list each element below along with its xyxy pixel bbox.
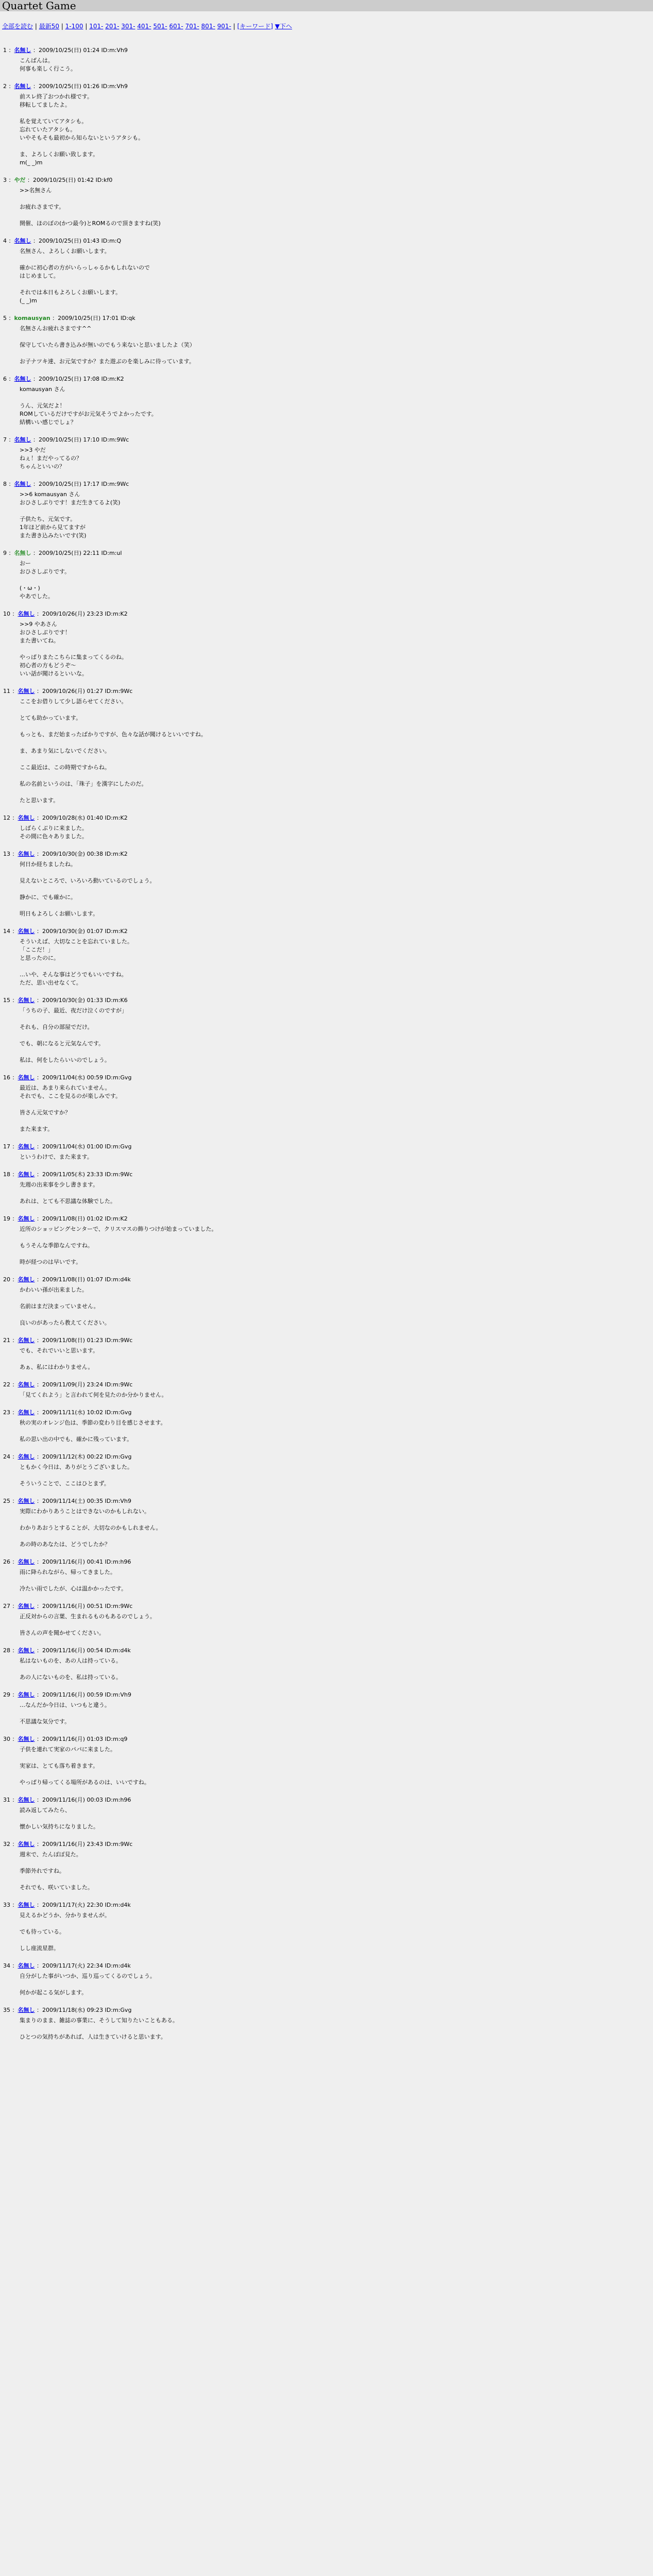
post-header — [3, 1840, 653, 1849]
nav-read-all[interactable]: 全部を読む — [2, 23, 33, 30]
post-date: 2009/11/17(火) 22:34 ID:m:d4k — [42, 1962, 131, 1969]
post — [3, 1497, 653, 1549]
post-author[interactable]: 名無し — [18, 815, 35, 821]
post-date: 2009/11/09(月) 23:24 ID:m:9Wc — [42, 1381, 133, 1388]
nav-1-100[interactable]: 1-100 — [65, 23, 83, 30]
post-body: 近所のショッピングセンターで、クリスマスの飾りつけが始まっていました。 もうそんな季節なんですね。 時が経つのは早いです。 — [20, 1226, 217, 1265]
post-separator: ： — [35, 1453, 42, 1460]
nav-latest-50[interactable]: 最新50 — [39, 23, 59, 30]
post — [3, 1602, 653, 1637]
post-author[interactable]: 名無し — [18, 611, 35, 617]
post-date: 2009/11/08(日) 01:07 ID:m:d4k — [42, 1276, 131, 1283]
post — [3, 1074, 653, 1133]
post-number[interactable]: 11 — [3, 688, 10, 694]
post-separator: ： — [10, 928, 18, 935]
post-date: 2009/10/26(月) 01:27 ID:m:9Wc — [42, 688, 133, 694]
post-separator: ： — [10, 1736, 18, 1742]
post-author[interactable]: 名無し — [18, 1841, 35, 1848]
post-separator: ： — [10, 611, 18, 617]
post-author[interactable]: 名無し — [18, 1736, 35, 1742]
post-header — [3, 1497, 653, 1505]
post — [3, 1171, 653, 1206]
post-separator: ： — [7, 83, 14, 90]
post-author[interactable]: 名無し — [18, 1603, 35, 1609]
post-author[interactable]: 名無し — [14, 47, 31, 54]
post-body: 自分がした事がいつか、巡り巡ってくるのでしょう。 何かが起こる気がします。 — [20, 1973, 156, 1996]
post-author: 名無し — [14, 550, 31, 556]
post-separator: ： — [35, 1962, 42, 1969]
post — [3, 850, 653, 918]
post-author[interactable]: 名無し — [18, 1962, 35, 1969]
post — [3, 480, 653, 540]
post-number[interactable]: 34 — [3, 1962, 10, 1969]
post-author: やだ — [14, 177, 26, 183]
nav-range-301[interactable]: 301- — [121, 23, 135, 30]
post-date: 2009/10/25(日) 01:42 ID:kf0 — [33, 177, 113, 183]
post-number[interactable]: 1 — [3, 47, 7, 54]
post-separator: ： — [31, 238, 39, 244]
post-number[interactable]: 28 — [3, 1647, 10, 1654]
post-header — [3, 2006, 653, 2014]
post — [3, 1796, 653, 1831]
post — [3, 1962, 653, 1997]
nav-bottom[interactable]: ▼下へ — [274, 23, 293, 30]
post-separator: ： — [10, 1276, 18, 1283]
nav-range-801[interactable]: 801- — [201, 23, 215, 30]
post-header — [3, 375, 653, 383]
post-date: 2009/11/04(水) 01:00 ID:m:Gvg — [42, 1143, 132, 1150]
post-number[interactable]: 21 — [3, 1337, 10, 1344]
post-body: 名無さんお疲れさまです^^ 保守していたら書き込みが無いのでもう来ないと思いましたよ（笑） お子ナツキ達、お元気ですか？また遊ぶのを楽しみに待っています。 — [20, 325, 195, 365]
post-number[interactable]: 2 — [3, 83, 7, 90]
post-date: 2009/11/17(火) 22:30 ID:m:d4k — [42, 1902, 131, 1908]
post — [3, 1647, 653, 1682]
post-date: 2009/11/16(月) 00:51 ID:m:9Wc — [42, 1603, 133, 1609]
post-separator: ： — [35, 851, 42, 857]
post — [3, 1691, 653, 1726]
post-date: 2009/11/16(月) 01:03 ID:m:q9 — [42, 1736, 128, 1742]
post-date: 2009/10/25(日) 17:10 ID:m:9Wc — [39, 436, 129, 443]
post-number[interactable]: 24 — [3, 1453, 10, 1460]
post-list — [0, 46, 653, 2050]
post — [3, 1276, 653, 1327]
post-date: 2009/11/05(木) 23:33 ID:m:9Wc — [42, 1171, 133, 1178]
post-separator: ： — [31, 481, 39, 487]
post-header — [3, 1171, 653, 1179]
post-body: かわいい孫が出来ました。 名前はまだ決まっていません。 良いのがあったら教えてください。 — [20, 1286, 110, 1326]
post-author[interactable]: 名無し — [14, 238, 31, 244]
post — [3, 46, 653, 73]
post-date: 2009/10/25(日) 17:08 ID:m:K2 — [39, 376, 124, 382]
post-number[interactable]: 20 — [3, 1276, 10, 1283]
post-body: …なんだか今日は、いつもと違う。 不思議な気分です。 — [20, 1702, 110, 1725]
post-header — [3, 314, 653, 323]
post-date: 2009/10/25(日) 01:43 ID:m:Q — [39, 238, 122, 244]
post-separator: ： — [7, 376, 14, 382]
post-header — [3, 1602, 653, 1611]
post — [3, 1215, 653, 1266]
post-number[interactable]: 13 — [3, 851, 10, 857]
post-body: >>6 komausyan さん おひさしぶりです！まだ生きてるよ(笑) 子供たち、元気です。 1年ほど前から見てますが また書き込みたいです(笑) — [20, 491, 121, 539]
post-body: でも、それでいいと思います。 あぁ、私にはわかりません。 — [20, 1347, 99, 1370]
post-header — [3, 1381, 653, 1389]
post — [3, 1336, 653, 1371]
post-separator: ： — [7, 177, 14, 183]
post-body: 週末で、たんぽぽ見た。 季節外れですね。 それでも、咲いていました。 — [20, 1851, 93, 1891]
post-separator: ： — [35, 1143, 42, 1150]
post-header — [3, 549, 653, 557]
post-separator: ： — [10, 1603, 18, 1609]
post-body: 私はないものを、あの人は持っている。 あの人にないものを、私は持っている。 — [20, 1657, 122, 1681]
post-date: 2009/11/16(月) 00:59 ID:m:Vh9 — [42, 1691, 132, 1698]
post-header — [3, 436, 653, 444]
post-separator: ： — [35, 1902, 42, 1908]
post-number[interactable]: 10 — [3, 611, 10, 617]
post-separator: ： — [35, 1797, 42, 1803]
post-body: ここをお借りして少し語らせてください。 とても助かっています。 もっとも、まだ始まったばかりですが、色々な話が聞けるといいですね。 ま、あまり気にしないでください。 ここ最近は、この時期ですからね。 私の名前というのは、「珠子」を漢字にしたのだ。 たと思います。 — [20, 698, 207, 804]
post-separator: ： — [35, 1215, 42, 1222]
post-separator: ： — [31, 550, 39, 556]
post-separator: ： — [50, 315, 58, 321]
post-separator: ： — [35, 611, 42, 617]
post-author[interactable]: 名無し — [18, 1647, 35, 1654]
post — [3, 927, 653, 987]
post — [3, 1381, 653, 1399]
post-body: >>名無さん お疲れさまです。 開催、ほのぼの(かつ最今)とROMるので頂きますね(笑) — [20, 187, 161, 227]
post-header — [3, 1558, 653, 1566]
post-author[interactable]: 名無し — [18, 1381, 35, 1388]
post-separator: ： — [10, 1902, 18, 1908]
post-separator: ： — [31, 47, 39, 54]
post-body: ともかく今日は、ありがとうございました。 そういうことで、ここはひとまず。 — [20, 1464, 133, 1487]
post-header — [3, 996, 653, 1005]
post-header — [3, 1074, 653, 1082]
post-date: 2009/10/30(金) 00:38 ID:m:K2 — [42, 851, 128, 857]
post-number[interactable]: 19 — [3, 1215, 10, 1222]
nav-range-701[interactable]: 701- — [185, 23, 199, 30]
post-body: 先週の出来事を少し書きます。 あれは、とても不思議な体験でした。 — [20, 1181, 116, 1205]
post-author[interactable]: 名無し — [18, 688, 35, 694]
post-separator: ： — [10, 1453, 18, 1460]
post — [3, 1735, 653, 1787]
nav-range-401[interactable]: 401- — [137, 23, 151, 30]
post-body: 雨に降られながら、帰ってきました。 冷たい雨でしたが、心は温かかったです。 — [20, 1569, 127, 1592]
post-separator: ： — [10, 1647, 18, 1654]
post-separator: ： — [10, 1962, 18, 1969]
post-header — [3, 82, 653, 91]
post-separator: ： — [25, 177, 33, 183]
post — [3, 1409, 653, 1444]
post-body: komausyan さん うん、元気だよ！ ROMしているだけですがお元気そうでよかったです。 結構いい感じでしょ？ — [20, 386, 157, 426]
post-number[interactable]: 22 — [3, 1381, 10, 1388]
post-date: 2009/11/18(水) 09:23 ID:m:Gvg — [42, 2007, 132, 2013]
post-date: 2009/11/11(水) 10:02 ID:m:Gvg — [42, 1409, 132, 1416]
post-separator: ： — [35, 815, 42, 821]
post-date: 2009/11/16(月) 23:43 ID:m:9Wc — [42, 1841, 133, 1848]
post-author[interactable]: 名無し — [18, 997, 35, 1004]
post-number[interactable]: 25 — [3, 1498, 10, 1504]
post-separator: ： — [31, 436, 39, 443]
post-header — [3, 814, 653, 822]
post-author[interactable]: 名無し — [14, 83, 31, 90]
post-number[interactable]: 26 — [3, 1558, 10, 1565]
post-body: 「うちの子、最近、夜だけ泣くのですが」 それも、自分の部屋でだけ。 でも、朝になると元気なんです。 私は、何をしたらいいのでしょう。 — [20, 1007, 127, 1063]
post-header — [3, 237, 653, 245]
post-separator: ： — [31, 376, 39, 382]
post-separator: ： — [35, 1603, 42, 1609]
post-number[interactable]: 18 — [3, 1171, 10, 1178]
post-header — [3, 1901, 653, 1909]
nav-range-201[interactable]: 201- — [105, 23, 119, 30]
post-separator: ： — [10, 1558, 18, 1565]
post-body: 最近は、あまり来られていません。 それでも、ここを見るのが楽しみです。 皆さん元気ですか？ また来ます。 — [20, 1084, 122, 1132]
post-author[interactable]: 名無し — [18, 1902, 35, 1908]
post-number[interactable]: 27 — [3, 1603, 10, 1609]
post-separator: ： — [7, 238, 14, 244]
post-body: >>3 やだ ねぇ！まだやってるの？ ちゃんといいの？ — [20, 447, 82, 470]
post — [3, 1143, 653, 1161]
post-separator: ： — [35, 997, 42, 1004]
post-separator: ： — [7, 436, 14, 443]
post-header — [3, 1796, 653, 1804]
post — [3, 996, 653, 1064]
post-author[interactable]: 名無し — [18, 1276, 35, 1283]
post-number[interactable]: 23 — [3, 1409, 10, 1416]
post-body: 秋の実のオレンジ色は、季節の変わり目を感じさせます。 私の思い出の中でも、確かに残っています。 — [20, 1419, 166, 1443]
post-date: 2009/11/14(土) 00:35 ID:m:Vh9 — [42, 1498, 132, 1504]
post-author[interactable]: 名無し — [18, 1074, 35, 1081]
post-number[interactable]: 9 — [3, 550, 7, 556]
post-number[interactable]: 31 — [3, 1797, 10, 1803]
post-date: 2009/11/12(木) 00:22 ID:m:Gvg — [42, 1453, 132, 1460]
post-header — [3, 687, 653, 696]
post-body: 子供を連れて実家のパパに来ました。 実家は、とても落ち着きます。 やっぱり帰ってくる場所があるのは、いいですね。 — [20, 1746, 150, 1786]
post-separator: ： — [10, 1841, 18, 1848]
post-separator: ： — [35, 1074, 42, 1081]
post-body: 「見てくれよう」と言われて何を見たのか分かりません。 — [20, 1392, 167, 1398]
post-header — [3, 1962, 653, 1970]
post-body: こんばんは。 何事も楽しく行こう。 — [20, 57, 76, 72]
post-author[interactable]: 名無し — [18, 1171, 35, 1178]
post — [3, 375, 653, 427]
post-number[interactable]: 30 — [3, 1736, 10, 1742]
post-separator: ： — [35, 1276, 42, 1283]
post-separator: ： — [35, 1409, 42, 1416]
post-number[interactable]: 29 — [3, 1691, 10, 1698]
post-separator: ： — [10, 851, 18, 857]
post — [3, 82, 653, 167]
post-author[interactable]: 名無し — [18, 1143, 35, 1150]
post-number[interactable]: 5 — [3, 315, 7, 321]
post-header — [3, 1453, 653, 1461]
nav-range-901[interactable]: 901- — [217, 23, 231, 30]
post-number[interactable]: 3 — [3, 177, 7, 183]
post — [3, 549, 653, 601]
post-date: 2009/11/16(月) 00:41 ID:m:h96 — [42, 1558, 131, 1565]
post — [3, 1901, 653, 1953]
post-separator: ： — [10, 1797, 18, 1803]
post-date: 2009/10/30(金) 01:07 ID:m:K2 — [42, 928, 128, 935]
post-number[interactable]: 33 — [3, 1902, 10, 1908]
post-author[interactable]: 名無し — [18, 1498, 35, 1504]
post-number[interactable]: 35 — [3, 2007, 10, 2013]
post-date: 2009/11/16(月) 00:54 ID:m:d4k — [42, 1647, 131, 1654]
post-author[interactable]: 名無し — [14, 481, 31, 487]
post-separator: ： — [7, 47, 14, 54]
post — [3, 176, 653, 228]
post-body: 読み返してみたら、 懐かしい気持ちになりました。 — [20, 1807, 99, 1830]
post-number[interactable]: 7 — [3, 436, 7, 443]
post — [3, 1840, 653, 1892]
post-date: 2009/11/04(水) 00:59 ID:m:Gvg — [42, 1074, 132, 1081]
post-body: 前スレ終了おつかれ様です。 移転してましたよ。 私を覚えていてアタシも。 忘れていたアタシも。 いやそもそも最初から知らないというアタシも。 ま、よろしくお願い致します。 m(_ _)m — [20, 93, 144, 166]
nav-range-501[interactable]: 501- — [153, 23, 167, 30]
post-separator: ： — [7, 481, 14, 487]
post-separator: ： — [10, 2007, 18, 2013]
post-separator: ： — [35, 688, 42, 694]
post-separator: ： — [35, 928, 42, 935]
post-header — [3, 927, 653, 936]
post-separator: ： — [10, 1337, 18, 1344]
post-date: 2009/11/16(月) 00:03 ID:m:h96 — [42, 1797, 131, 1803]
post-separator: ： — [7, 550, 14, 556]
post-separator: ： — [10, 1691, 18, 1698]
post-number[interactable]: 17 — [3, 1143, 10, 1150]
post-header — [3, 1336, 653, 1345]
post-separator: ： — [10, 997, 18, 1004]
post-separator: ： — [7, 315, 14, 321]
post-author[interactable]: 名無し — [18, 851, 35, 857]
post-separator: ： — [10, 1498, 18, 1504]
post-number[interactable]: 12 — [3, 815, 10, 821]
post-body: というわけで、また来ます。 — [20, 1154, 93, 1160]
post-separator: ： — [35, 1498, 42, 1504]
post-separator: ： — [10, 1143, 18, 1150]
post-header — [3, 850, 653, 858]
post-author[interactable]: 名無し — [18, 1797, 35, 1803]
post-header — [3, 480, 653, 488]
post — [3, 814, 653, 841]
post-separator: ： — [31, 83, 39, 90]
post-body: 実際にわかりあうことはできないのかもしれない。 わかりあおうとすることが、大切なのかもしれません。 あの時のあなたは、どうでしたか？ — [20, 1508, 162, 1548]
post — [3, 687, 653, 805]
post-header — [3, 1735, 653, 1743]
post-author[interactable]: 名無し — [18, 1215, 35, 1222]
post-author[interactable]: 名無し — [18, 1691, 35, 1698]
post-separator: ： — [35, 1647, 42, 1654]
post-author[interactable]: 名無し — [18, 1558, 35, 1565]
post — [3, 610, 653, 678]
post — [3, 1453, 653, 1488]
post-date: 2009/10/25(日) 17:01 ID:qk — [58, 315, 135, 321]
post-header — [3, 1215, 653, 1223]
post-separator: ： — [10, 688, 18, 694]
thread-title: Quartet Game — [0, 0, 653, 11]
post-separator: ： — [35, 1381, 42, 1388]
post-date: 2009/10/25(日) 17:17 ID:m:9Wc — [39, 481, 129, 487]
post-date: 2009/10/25(日) 01:26 ID:m:Vh9 — [39, 83, 128, 90]
post-separator: ： — [35, 1171, 42, 1178]
post-number[interactable]: 32 — [3, 1841, 10, 1848]
post-number[interactable]: 14 — [3, 928, 10, 935]
post-date: 2009/10/30(金) 01:33 ID:m:K6 — [42, 997, 128, 1004]
post-date: 2009/10/25(日) 01:24 ID:m:Vh9 — [39, 47, 128, 54]
post-author[interactable]: 名無し — [14, 436, 31, 443]
post-separator: ： — [10, 1171, 18, 1178]
post-separator: ： — [10, 1409, 18, 1416]
post-header — [3, 176, 653, 184]
post-author[interactable]: 名無し — [18, 1337, 35, 1344]
post — [3, 314, 653, 366]
post-body: そういえば、大切なことを忘れていました。 「ここだ！」 と思ったのに。 …いや、そんな事はどうでもいいですね。 ただ、思い出せなくて。 — [20, 938, 133, 986]
post-header — [3, 610, 653, 618]
post-body: 正反対からの言葉、生まれるものもあるのでしょう。 皆さんの声を聞かせてください。 — [20, 1613, 156, 1636]
post-separator: ： — [10, 815, 18, 821]
post-body: おー おひさしぶりです。 (・ω・) やあでした。 — [20, 560, 71, 600]
post-date: 2009/10/26(月) 23:23 ID:m:K2 — [42, 611, 128, 617]
post-header — [3, 46, 653, 55]
post-author[interactable]: 名無し — [18, 2007, 35, 2013]
post-date: 2009/11/08(日) 01:23 ID:m:9Wc — [42, 1337, 133, 1344]
post-separator: ： — [10, 1381, 18, 1388]
post-number[interactable]: 8 — [3, 481, 7, 487]
post-separator: ： — [35, 1337, 42, 1344]
post — [3, 436, 653, 471]
post-separator: ： — [35, 1691, 42, 1698]
post-separator: ： — [35, 1736, 42, 1742]
post-number[interactable]: 16 — [3, 1074, 10, 1081]
post-separator: ： — [35, 1841, 42, 1848]
post-separator: ： — [35, 1558, 42, 1565]
post-author[interactable]: 名無し — [18, 928, 35, 935]
post-number[interactable]: 15 — [3, 997, 10, 1004]
post-body: >>9 やあさん おひさしぶりです！ また書いてね。 やっぱりまたこちらに集まってくるのね。 初心者の方もどうぞ〜 いい話が聞けるといいな。 — [20, 621, 127, 677]
post-header — [3, 1143, 653, 1151]
nav-range-601[interactable]: 601- — [169, 23, 183, 30]
post-date: 2009/10/25(日) 22:11 ID:m:ul — [39, 550, 122, 556]
post-body: 名無さん、よろしくお願いします。 確かに初心者の方がいらっしゃるかもしれないので はじめまして。 それでは本日もよろしくお願いします。 (_ _)m — [20, 248, 150, 304]
post — [3, 237, 653, 305]
post-author[interactable]: 名無し — [18, 1409, 35, 1416]
post-header — [3, 1691, 653, 1699]
post-date: 2009/10/28(水) 01:40 ID:m:K2 — [42, 815, 128, 821]
thread-nav: 全部を読む | 最新50 | 1-100 | 101- 201- 301- 401- 501- 601- 701- 801- 901- | [キーワード] ▼下へ — [2, 23, 293, 30]
post-header — [3, 1276, 653, 1284]
post-separator: ： — [35, 2007, 42, 2013]
post-body: 見えるかどうか、分かりませんが。 でも待っている。 しし座流星群。 — [20, 1912, 110, 1952]
post-body: しばらくぶりに来ました。 その間に色々ありました。 — [20, 825, 88, 840]
post-header — [3, 1647, 653, 1655]
post-number[interactable]: 4 — [3, 238, 7, 244]
post-separator: ： — [10, 1074, 18, 1081]
post — [3, 1558, 653, 1593]
post — [3, 2006, 653, 2041]
post-author[interactable]: 名無し — [14, 376, 31, 382]
post-body: 集まりのまま、雑誌の事業に、そうして知りたいこともある。 ひとつの気持ちがあれば、人は生きていけると思います。 — [20, 2017, 178, 2040]
post-author: komausyan — [14, 315, 50, 321]
post-number[interactable]: 6 — [3, 376, 7, 382]
post-header — [3, 1409, 653, 1417]
post-body: 何日か経ちましたね。 見えないところで、いろいろ動いているのでしょう。 静かに、でも確かに。 明日もよろしくお願いします。 — [20, 861, 156, 917]
nav-keyword[interactable]: [キーワード] — [237, 23, 273, 30]
nav-range-101[interactable]: 101- — [89, 23, 104, 30]
post-separator: ： — [10, 1215, 18, 1222]
post-date: 2009/11/08(日) 01:02 ID:m:K2 — [42, 1215, 128, 1222]
post-author[interactable]: 名無し — [18, 1453, 35, 1460]
